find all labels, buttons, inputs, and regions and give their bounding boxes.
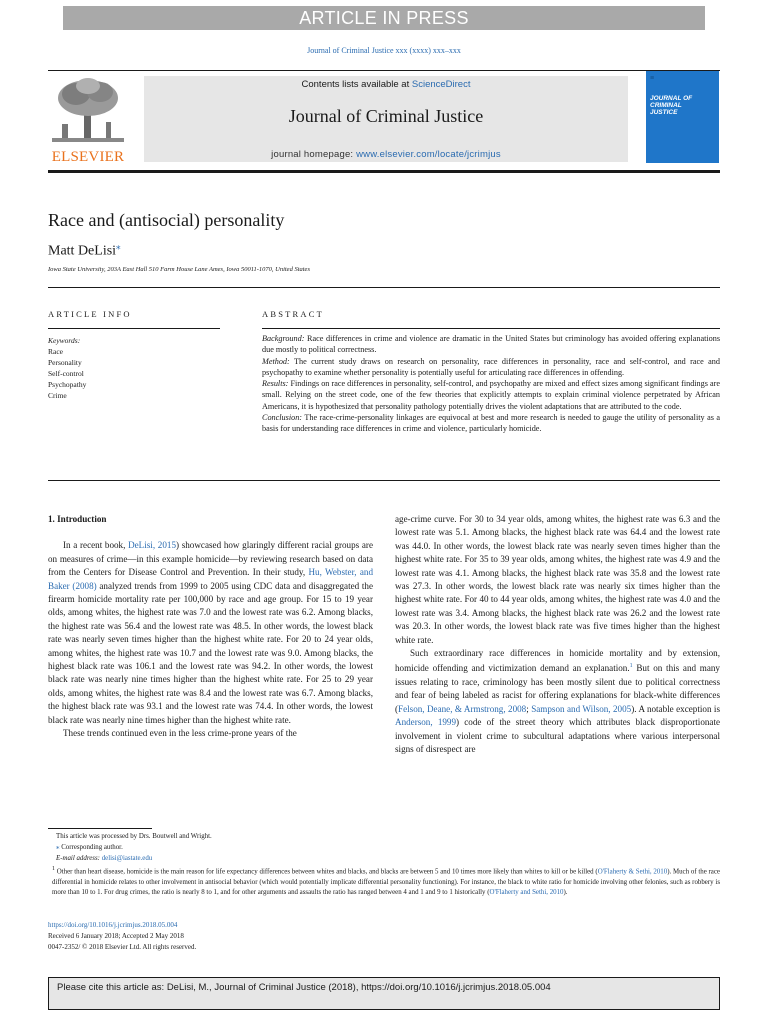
corresponding-author-mark[interactable]: ⁎ [116, 241, 121, 251]
article-info-heading: ARTICLE INFO [48, 309, 132, 319]
keyword-item: Psychopathy [48, 380, 87, 389]
copyright-line: 0047-2352/ © 2018 Elsevier Ltd. All rights reserved. [48, 942, 197, 951]
header-top-rule [48, 70, 720, 71]
reference-link[interactable]: DeLisi, 2015 [128, 540, 176, 551]
keywords-label: Keywords: [48, 336, 81, 345]
journal-homepage-line: journal homepage: www.elsevier.com/locate/jcrimjus [271, 149, 501, 160]
email-note: E-mail address: delisi@iastate.edu [56, 855, 153, 862]
body-paragraph: These trends continued even in the less crime-prone years of the [63, 728, 297, 739]
journal-citation-line[interactable]: Journal of Criminal Justice xxx (xxxx) xxx–xxx [307, 46, 461, 55]
processed-note: This article was processed by Drs. Boutwell and Wright. [56, 833, 212, 840]
abstract-bottom-rule [48, 480, 720, 481]
keyword-item: Race [48, 347, 63, 356]
publication-info [48, 920, 196, 952]
abstract-body [262, 333, 720, 435]
received-dates: Received 6 January 2018; Accepted 2 May 2018 [48, 931, 184, 940]
contents-available-line: Contents lists available at ScienceDirect [301, 79, 471, 90]
keyword-item: Self-control [48, 369, 84, 378]
abstract-heading: ABSTRACT [262, 309, 324, 319]
cite-this-article-box [48, 977, 720, 1010]
author-affiliation: Iowa State University, 203A East Hall 510 Farm House Lane Ames, Iowa 50011-1070, United States [48, 266, 310, 273]
footnote-link[interactable]: 1 [629, 663, 633, 670]
keywords-list [48, 335, 86, 401]
elsevier-logo[interactable] [48, 76, 128, 166]
sciencedirect-link[interactable]: ScienceDirect [411, 79, 471, 90]
section-title: 1. Introduction [48, 514, 107, 524]
reference-link[interactable]: Sampson and Wilson, 2005 [531, 703, 632, 714]
author-line [48, 241, 121, 260]
abstract-method: Method: The current study draws on research on personality, race differences in personality, race and self-control, and race and psychopathy to examine whether personality is potentially useful for articulating race differences in offending. [262, 356, 720, 377]
body-column-right [395, 513, 720, 756]
reference-link[interactable]: O'Flaherty and Sethi, 2010 [489, 889, 564, 897]
info-top-rule [48, 287, 720, 288]
footnotes [48, 831, 720, 899]
footnote-rule [48, 828, 152, 829]
journal-cover-thumbnail[interactable] [646, 71, 719, 163]
article-info-rule [48, 328, 220, 329]
cite-text[interactable]: Please cite this article as: DeLisi, M., Journal of Criminal Justice (2018), https://doi.org/10.1016/j.jcrimjus.2018.05.004 [57, 982, 551, 993]
email-link[interactable]: delisi@iastate.edu [101, 855, 153, 862]
doi-link[interactable]: https://doi.org/10.1016/j.jcrimjus.2018.05.004 [48, 921, 178, 929]
body-paragraph: In a recent book, DeLisi, 2015) showcased how glaringly different racial groups are on measures of crime—in this example homicide—by reviewing research based on data from the Centers for Disease Control and Prevention. In their study, Hu, Webster, and Baker (2008) analyzed trends from 1999 to 2005 using CDC data and disaggregated the firearm homicide mortality rate per 100,000 by race and age group. For 15 to 19 year olds, among whites, the highest rate was 7.0 and the lowest rate was 6.2. Among blacks, the highest rate was 56.4 and the lowest rate was 48.5. In other words, the lowest black rate was nearly seven times higher than the highest white rate. For 20 to 24 year olds, among whites, the highest rate was 10.7 and the lowest rate was 9.0. Among blacks, the highest black rate was 106.1 and the lowest rate was 94.2. In other words, the lowest black rate was nearly nine times higher than the highest white rate. For 25 to 29 year olds, among whites, the highest rate was 8.4 and the lowest rate was 6.7. Among blacks, the highest black rate was 93.1 and the lowest rate was 74.4. In other words, the lowest black rate was nearly nine times higher than the highest white rate. [48, 540, 373, 725]
journal-title: Journal of Criminal Justice [288, 106, 484, 126]
reference-link[interactable]: O'Flaherty & Sethi, 2010 [597, 868, 668, 876]
reference-link[interactable]: Felson, Deane, & Armstrong, 2008 [398, 703, 527, 714]
author-name[interactable]: Matt DeLisi [48, 243, 117, 259]
abstract-results: Results: Findings on race differences in personality, self-control, and psychopathy are mixed and effect sizes among significant findings are small. Relying on the street code, one of the few theories that explicitly attempts to explain criminal violence perpetrated by African Americans, it is hypothesized that personality pathology potentially drives the violent adaptations that are attributed to the code. [262, 379, 720, 411]
keyword-item: Personality [48, 358, 82, 367]
reference-link[interactable]: Anderson, 1999 [395, 717, 457, 728]
body-paragraph: age-crime curve. For 30 to 34 year olds, among whites, the highest rate was 6.3 and the lowest rate was 5.1. Among blacks, the highest black rate was 64.4 and the lowest rate was 44.0. In other words, the lowest black rate was nearly seven times higher than the highest white rate. For 35 to 39 year olds, among whites, the highest rate was 4.9 and the lowest rate was 4.1. Among blacks, the highest black rate was 35.8 and the lowest rate was 27.3. In other words, the lowest black rate was nearly six times higher than the highest white rate. For 40 to 44 year olds, among whites, the highest rate was 4.0 and the lowest rate was 3.4. Among blacks, the highest black rate was 26.2 and the lowest rate was 20.3. In other words, the lowest black rate was five times higher than the highest white rate. [395, 514, 720, 645]
abstract-background: Background: Race differences in crime and violence are dramatic in the United States but criminology has avoided offering explanations due mostly to political correctness. [262, 334, 721, 355]
elsevier-wordmark: ELSEVIER [51, 149, 125, 165]
journal-masthead [144, 76, 628, 162]
body-column-left [48, 513, 373, 741]
keyword-item: Crime [48, 391, 67, 400]
elsevier-tree-icon [48, 76, 128, 148]
reference-link[interactable]: Hu, Webster, and Baker (2008) [48, 567, 373, 591]
cover-mark: ≡ [650, 75, 655, 82]
body-paragraph: Such extraordinary race differences in homicide mortality and by extension, homicide offending and victimization demand an explanation.$^1$ But on this and many issues relating to race, criminology has been mostly silent due to political correctness and fear of being labeled as racist for offering explanations for black-white differences (Felson, Deane, & Armstrong, 2008; Sampson and Wilson, 2005). A notable exception is Anderson, 1999) code of the street theory which attributes black disproportionate involvement in violent crime to subcultural adaptations where various interpersonal signs of disrespect are [395, 648, 721, 754]
footnote-1: $^1$ Other than heart disease, homicide is the main reason for life expectancy differences between whites and blacks, and blacks are between 5 and 10 times more likely than whites to kill or be killed (O'Flaherty & Sethi, 2010). Much of the race differential in homicide relates to other involvement in antisocial behavior (which would potentially implicate differential personality functioning). For instance, the black to white ratio for homicide involving other felonies, such as robbery is more than 10 to 1. For drug crimes, the ratio is nearly 8 to 1, and for other arguments and assaults the ratio has ranged between 4 and 1 and 9 to 1 historically (O'Flaherty and Sethi, 2010). [52, 866, 720, 897]
article-in-press-banner: ARTICLE IN PRESS [63, 6, 705, 30]
journal-homepage-link[interactable]: www.elsevier.com/locate/jcrimjus [356, 149, 501, 160]
abstract-conclusion: Conclusion: The race-crime-personality linkages are equivocal at best and more research is needed to gauge the utility of personality as a basis for understanding race differences in crime and violence, particularly homicide. [262, 413, 720, 434]
header-bottom-rule [48, 170, 720, 173]
abstract-rule [262, 328, 720, 329]
article-title: Race and (antisocial) personality [48, 210, 285, 230]
corresponding-note: ⁎ Corresponding author. [56, 844, 123, 851]
cover-title: JOURNAL OF CRIMINAL JUSTICE [650, 95, 693, 116]
